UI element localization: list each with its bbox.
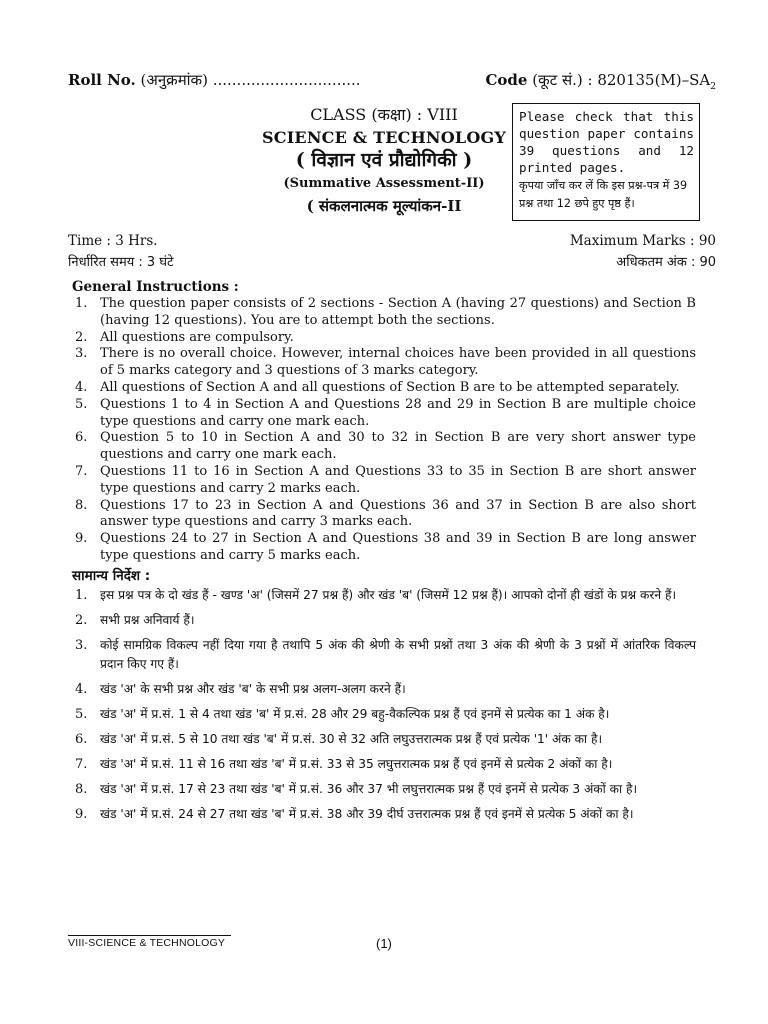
instruction-item: 9. Questions 24 to 27 in Section A and Questions 38 and 39 in Section B are long answer type questions and carry 5 marks each.: [75, 531, 696, 563]
header-row: [68, 70, 716, 94]
instruction-text-hindi: खंड 'अ' में प्र.सं. 24 से 27 तथा खंड 'ब' में प्र.सं. 38 और 39 दीर्घ उत्तरात्मक प्रश्न हैं एवं इनमें से प्रत्येक 5 अंकों का है।: [100, 806, 634, 821]
instruction-text: Questions 11 to 16 in Section A and Questions 33 to 35 in Section B are short answer type questions and carry 2 marks each.: [100, 463, 696, 496]
instruction-item-hindi: 2. सभी प्रश्न अनिवार्य हैं।: [75, 612, 195, 628]
roll-label: Roll No.: [68, 71, 136, 89]
roll-number-field: [68, 70, 361, 90]
code-subscript: 2: [710, 82, 716, 92]
instruction-item-hindi: 4. खंड 'अ' के सभी प्रश्न और खंड 'ब' के सभी प्रश्न अलग-अलग करने हैं।: [75, 681, 406, 697]
code-value: : 820135(M)–SA: [587, 71, 711, 89]
title-block: [258, 103, 510, 218]
page-number: (1): [376, 936, 392, 951]
instruction-item-hindi: 7. खंड 'अ' में प्र.सं. 11 से 16 तथा खंड 'ब' में प्र.सं. 33 से 35 लघुत्तरात्मक प्रश्न हैं एवं इनमें से प्रत्येक 2 अंकों का है।: [75, 756, 613, 772]
instruction-item: 5. Questions 1 to 4 in Section A and Questions 28 and 29 in Section B are multiple choice type questions and carry one mark each.: [75, 396, 696, 429]
instructions-heading-hindi: सामान्य निर्देश :: [72, 567, 151, 584]
notice-english: Please check that this question paper contains 39 questions and 12 printed pages.: [519, 109, 694, 175]
marks-info: [570, 230, 716, 274]
roll-blank: ...............................: [212, 71, 361, 89]
instruction-text: The question paper consists of 2 sections - Section A (having 27 questions) and Section B (having 12 questions). You are to attempt both the sections.: [100, 296, 696, 328]
instruction-item: 4. All questions of Section A and all questions of Section B are to be attempted separately.: [75, 379, 680, 395]
code-label-hindi: (कूट सं.): [532, 71, 583, 89]
class-line: CLASS (कक्षा) : VIII: [310, 105, 458, 124]
time-hindi: निर्धारित समय : 3 घंटे: [68, 255, 174, 270]
assessment-title-hindi: ( संकलनात्मक मूल्यांकन-II: [306, 197, 462, 215]
code-label: Code: [485, 71, 528, 89]
instruction-text: Questions 24 to 27 in Section A and Questions 38 and 39 in Section B are long answer type questions and carry 5 marks each.: [100, 531, 696, 563]
instruction-item-hindi: 5. खंड 'अ' में प्र.सं. 1 से 4 तथा खंड 'ब' में प्र.सं. 28 और 29 बहु-वैकल्पिक प्रश्न हैं एवं इनमें से प्रत्येक का 1 अंक है।: [75, 706, 610, 722]
page-count-notice: [512, 103, 700, 221]
instruction-text-hindi: खंड 'अ' में प्र.सं. 11 से 16 तथा खंड 'ब' में प्र.सं. 33 से 35 लघुत्तरात्मक प्रश्न हैं एवं इनमें से प्रत्येक 2 अंकों का है।: [100, 756, 613, 771]
footer-subject: VIII-SCIENCE & TECHNOLOGY: [68, 937, 226, 949]
subject-title: SCIENCE & TECHNOLOGY: [262, 128, 506, 147]
instruction-text: There is no overall choice. However, internal choices have been provided in all questions of 5 marks category and 3 questions of 3 marks category.: [100, 346, 696, 379]
instruction-text: All questions are compulsory.: [100, 329, 294, 345]
instruction-item: 7. Questions 11 to 16 in Section A and Questions 33 to 35 in Section B are short answer type questions and carry 2 marks each.: [75, 463, 696, 496]
roll-label-hindi: (अनुक्रमांक): [140, 71, 208, 89]
instruction-text-hindi: खंड 'अ' के सभी प्रश्न और खंड 'ब' के सभी प्रश्न अलग-अलग करने हैं।: [100, 681, 406, 696]
instruction-item: 6. Question 5 to 10 in Section A and 30 to 32 in Section B are very short answer type questions and carry one mark each.: [75, 430, 696, 463]
instruction-text-hindi: खंड 'अ' में प्र.सं. 5 से 10 तथा खंड 'ब' में प्र.सं. 30 से 32 अति लघुउत्तरात्मक प्रश्न हैं एवं प्रत्येक '1' अंक का है।: [100, 731, 603, 746]
instruction-text: Questions 17 to 23 in Section A and Questions 36 and 37 in Section B are also short answer type questions and carry 3 marks each.: [100, 497, 696, 530]
instruction-text: Question 5 to 10 in Section A and 30 to 32 in Section B are very short answer type questions and carry one mark each.: [100, 430, 696, 463]
instructions-heading-english: General Instructions :: [72, 279, 239, 295]
instruction-text: All questions of Section A and all questions of Section B are to be attempted separately.: [100, 379, 680, 395]
instruction-item: 8. Questions 17 to 23 in Section A and Questions 36 and 37 in Section B are also short answer type questions and carry 3 marks each.: [75, 497, 696, 530]
assessment-title: (Summative Assessment-II): [283, 176, 485, 191]
instruction-text-hindi: खंड 'अ' में प्र.सं. 1 से 4 तथा खंड 'ब' में प्र.सं. 28 और 29 बहु-वैकल्पिक प्रश्न हैं एवं इनमें से प्रत्येक का 1 अंक है।: [100, 706, 610, 721]
instruction-item: 3. There is no overall choice. However, internal choices have been provided in all questions of 5 marks category and 3 questions of 3 marks category.: [75, 346, 696, 379]
instruction-item-hindi: 8. खंड 'अ' में प्र.सं. 17 से 23 तथा खंड 'ब' में प्र.सं. 36 और 37 भी लघुत्तरात्मक प्रश्न हैं एवं इनमें से प्रत्येक 3 अंकों का है।: [75, 781, 638, 797]
paper-code: [485, 70, 716, 92]
instruction-item-hindi: 6. खंड 'अ' में प्र.सं. 5 से 10 तथा खंड 'ब' में प्र.सं. 30 से 32 अति लघुउत्तरात्मक प्रश्न हैं एवं प्रत्येक '1' अंक का है।: [75, 731, 603, 747]
footer-divider: [68, 935, 231, 936]
time-english: Time : 3 Hrs.: [68, 233, 158, 249]
instruction-item: 2. All questions are compulsory.: [75, 329, 294, 345]
instruction-item-hindi: 9. खंड 'अ' में प्र.सं. 24 से 27 तथा खंड 'ब' में प्र.सं. 38 और 39 दीर्घ उत्तरात्मक प्रश्न हैं एवं इनमें से प्रत्येक 5 अंकों का है।: [75, 806, 634, 822]
instruction-text: Questions 1 to 4 in Section A and Questions 28 and 29 in Section B are multiple choice type questions and carry one mark each.: [100, 396, 696, 429]
notice-hindi: कृपया जाँच कर लें कि इस प्रश्न-पत्र में 39 प्रश्न तथा 12 छपे हुए पृष्ठ हैं।: [519, 179, 688, 210]
instruction-text-hindi: खंड 'अ' में प्र.सं. 17 से 23 तथा खंड 'ब' में प्र.सं. 36 और 37 भी लघुत्तरात्मक प्रश्न हैं एवं इनमें से प्रत्येक 3 अंकों का है।: [100, 781, 638, 796]
marks-english: Maximum Marks : 90: [569, 233, 716, 249]
instructions: [72, 279, 696, 830]
instruction-item: 1. The question paper consists of 2 sections - Section A (having 27 questions) and Section B (having 12 questions). You are to attempt both the sections.: [75, 296, 696, 328]
instructions-list-hindi: [72, 586, 696, 824]
time-info: [68, 230, 174, 274]
subject-title-hindi: ( विज्ञान एवं प्रौद्योगिकी ): [295, 149, 473, 171]
instruction-text-hindi: सभी प्रश्न अनिवार्य हैं।: [100, 612, 195, 627]
instructions-list-english: [72, 296, 696, 565]
instruction-text-hindi: कोई सामग्रिक विकल्प नहीं दिया गया है तथापि 5 अंक की श्रेणी के सभी प्रश्नों तथा 3 अंक की श्रेणी के 3 प्रश्नों में आंतरिक विकल्प प्रदान किए गए हैं।: [100, 637, 696, 671]
instruction-text-hindi: इस प्रश्न पत्र के दो खंड हैं - खण्ड 'अ' (जिसमें 27 प्रश्न हैं) और खंड 'ब' (जिसमें 12 प्रश्न हैं)। आपको दोनों ही खंडों के प्रश्न करने हैं।: [100, 587, 677, 602]
marks-hindi: अधिकतम अंक : 90: [616, 255, 716, 270]
instruction-item-hindi: 3. कोई सामग्रिक विकल्प नहीं दिया गया है तथापि 5 अंक की श्रेणी के सभी प्रश्नों तथा 3 अंक की श्रेणी के 3 प्रश्नों में आंतरिक विकल्प प्रदान किए गए हैं।: [75, 637, 696, 671]
exam-meta: [68, 230, 716, 274]
instruction-item-hindi: 1. इस प्रश्न पत्र के दो खंड हैं - खण्ड 'अ' (जिसमें 27 प्रश्न हैं) और खंड 'ब' (जिसमें 12 प्रश्न हैं)। आपको दोनों ही खंडों के प्रश्न करने हैं।: [75, 587, 677, 603]
